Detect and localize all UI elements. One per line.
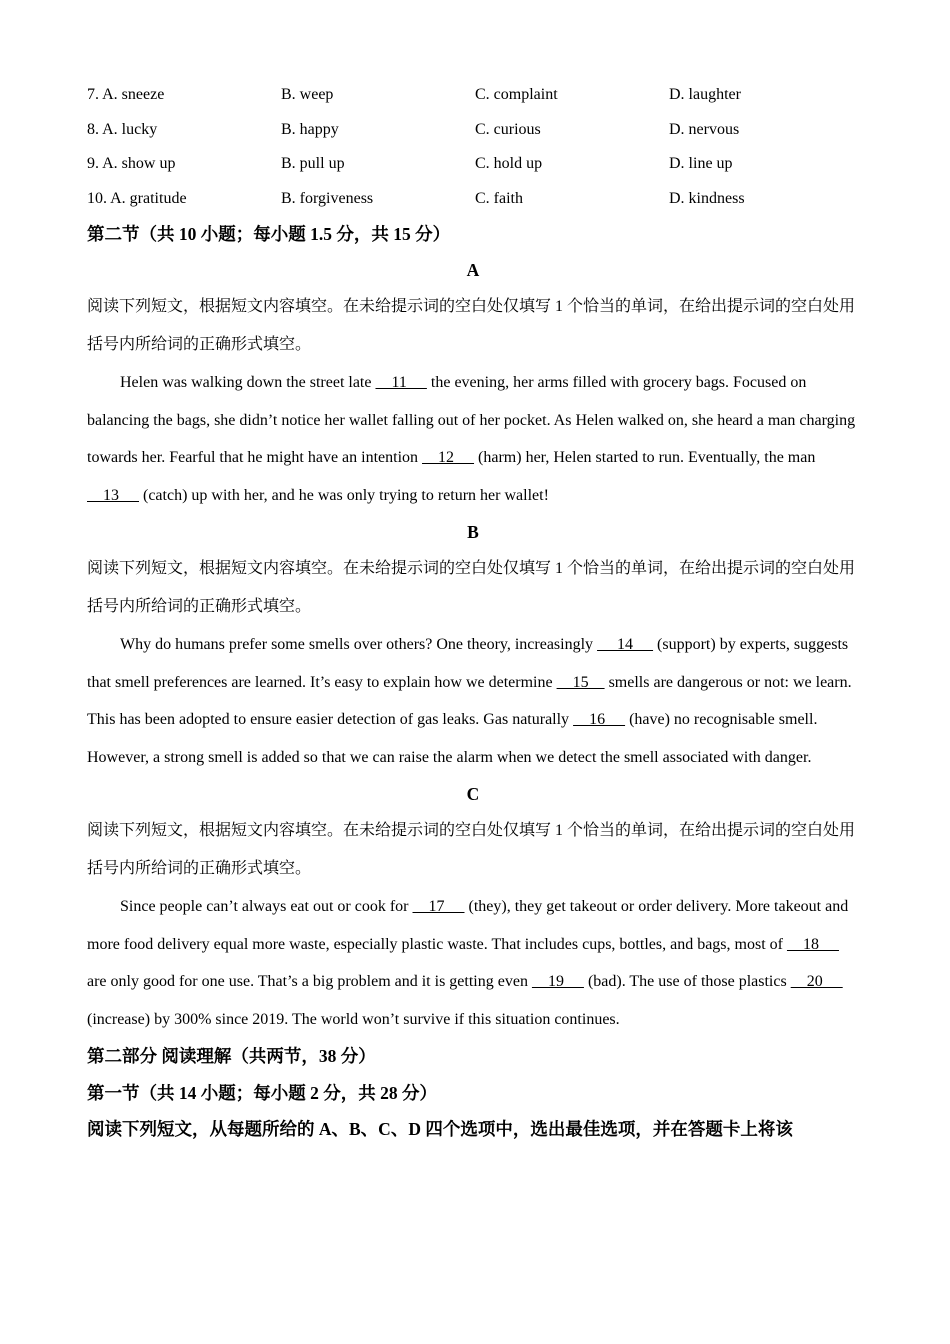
option-row-10: [87, 182, 859, 217]
blank-16: 16: [573, 711, 626, 728]
option-10d: D. kindness: [669, 189, 745, 207]
section2-heading: 第二节（共 10 小题；每小题 1.5 分，共 15 分）: [87, 224, 451, 244]
option-8a: 8. A. lucky: [87, 120, 158, 138]
passage-a-text-2: the evening, her arms filled with grocery bags. Focused on balancing the bags, she didn’t notice her wallet falling out of her pocket. As Helen walked on, she heard a man charging towards her. Fearful that he might have an intention: [87, 374, 856, 466]
passage-a-text-4: (catch) up with her, and he was only trying to return her wallet!: [139, 486, 549, 504]
option-10c: C. faith: [475, 189, 523, 207]
final-instruction: 阅读下列短文，从每题所给的 A、B、C、D 四个选项中，选出最佳选项，并在答题卡上将该: [87, 1119, 793, 1139]
passage-c-text-3: are only good for one use. That’s a big problem and it is getting even: [87, 973, 532, 990]
blank-17: 17: [412, 898, 465, 915]
passage-c-text: [87, 888, 859, 1038]
option-7a: 7. A. sneeze: [87, 86, 165, 104]
blank-19: 19: [531, 973, 584, 990]
passage-b-letter: B: [467, 522, 479, 542]
option-9c: C. hold up: [475, 155, 543, 173]
passage-a-text-3: (harm) her, Helen started to run. Eventually, the man: [474, 449, 816, 466]
option-7d: D. laughter: [669, 86, 741, 104]
passage-c-text-2: (they), they get takeout or order delivery. More takeout and more food delivery equal more waste, especially plastic waste. That includes cups, bottles, and bags, most of: [87, 898, 849, 953]
passage-c-text-4: (bad). The use of those plastics: [583, 973, 791, 990]
blank-11: 11: [375, 374, 427, 391]
part2-heading: 第二部分 阅读理解（共两节，38 分）: [87, 1046, 376, 1066]
option-10a: 10. A. gratitude: [87, 189, 187, 207]
passage-a-text: [87, 364, 859, 514]
blank-14: 14: [597, 636, 654, 653]
option-row-7: [87, 78, 859, 113]
passage-a-letter: A: [466, 260, 480, 280]
option-8b: B. happy: [281, 120, 339, 138]
blank-20: 20: [790, 973, 843, 990]
passage-a-instruction: 阅读下列短文，根据短文内容填空。在未给提示词的空白处仅填写 1 个恰当的单词，在给出提示词的空白处用括号内所给词的正确形式填空。: [87, 298, 856, 353]
blank-15: 15: [556, 673, 605, 691]
option-row-9: [87, 147, 859, 182]
passage-b-text: [87, 626, 859, 776]
blank-18: 18: [786, 935, 839, 953]
options-block: [87, 78, 859, 216]
option-7c: C. complaint: [475, 86, 558, 104]
option-row-8: [87, 113, 859, 148]
document-page: [87, 78, 859, 1148]
passage-a-text-1: Helen was walking down the street late: [120, 374, 376, 391]
option-8d: D. nervous: [669, 120, 740, 138]
option-9a: 9. A. show up: [87, 155, 176, 173]
passage-b-text-1: Why do humans prefer some smells over others? One theory, increasingly: [120, 636, 598, 653]
option-7b: B. weep: [281, 86, 334, 104]
passage-c-instruction: 阅读下列短文，根据短文内容填空。在未给提示词的空白处仅填写 1 个恰当的单词，在给出提示词的空白处用括号内所给词的正确形式填空。: [87, 822, 856, 877]
passage-b-text-2: (support) by experts, suggests that smell preferences are learned. It’s easy to explain how we determine: [87, 636, 849, 691]
passage-c-text-1: Since people can’t always eat out or cook for: [120, 898, 413, 915]
passage-b-text-4: (have) no recognisable smell. However, a strong smell is added so that we can raise the alarm when we detect the smell associated with danger.: [87, 711, 818, 766]
option-9b: B. pull up: [281, 155, 345, 173]
blank-12: 12: [422, 449, 475, 466]
option-8c: C. curious: [475, 120, 541, 138]
passage-c-text-5: (increase) by 300% since 2019. The world won’t survive if this situation continues.: [87, 1010, 620, 1028]
part2-section1-heading: 第一节（共 14 小题；每小题 2 分，共 28 分）: [87, 1082, 437, 1103]
passage-b-text-3: smells are dangerous or not: we learn. This has been adopted to ensure easier detection of gas leaks. Gas naturally: [87, 673, 852, 728]
option-9d: D. line up: [669, 155, 733, 173]
blank-13: 13: [87, 486, 139, 504]
passage-c-letter: C: [466, 784, 480, 804]
passage-b-instruction: 阅读下列短文，根据短文内容填空。在未给提示词的空白处仅填写 1 个恰当的单词，在给出提示词的空白处用括号内所给词的正确形式填空。: [87, 560, 856, 615]
option-10b: B. forgiveness: [281, 189, 374, 207]
